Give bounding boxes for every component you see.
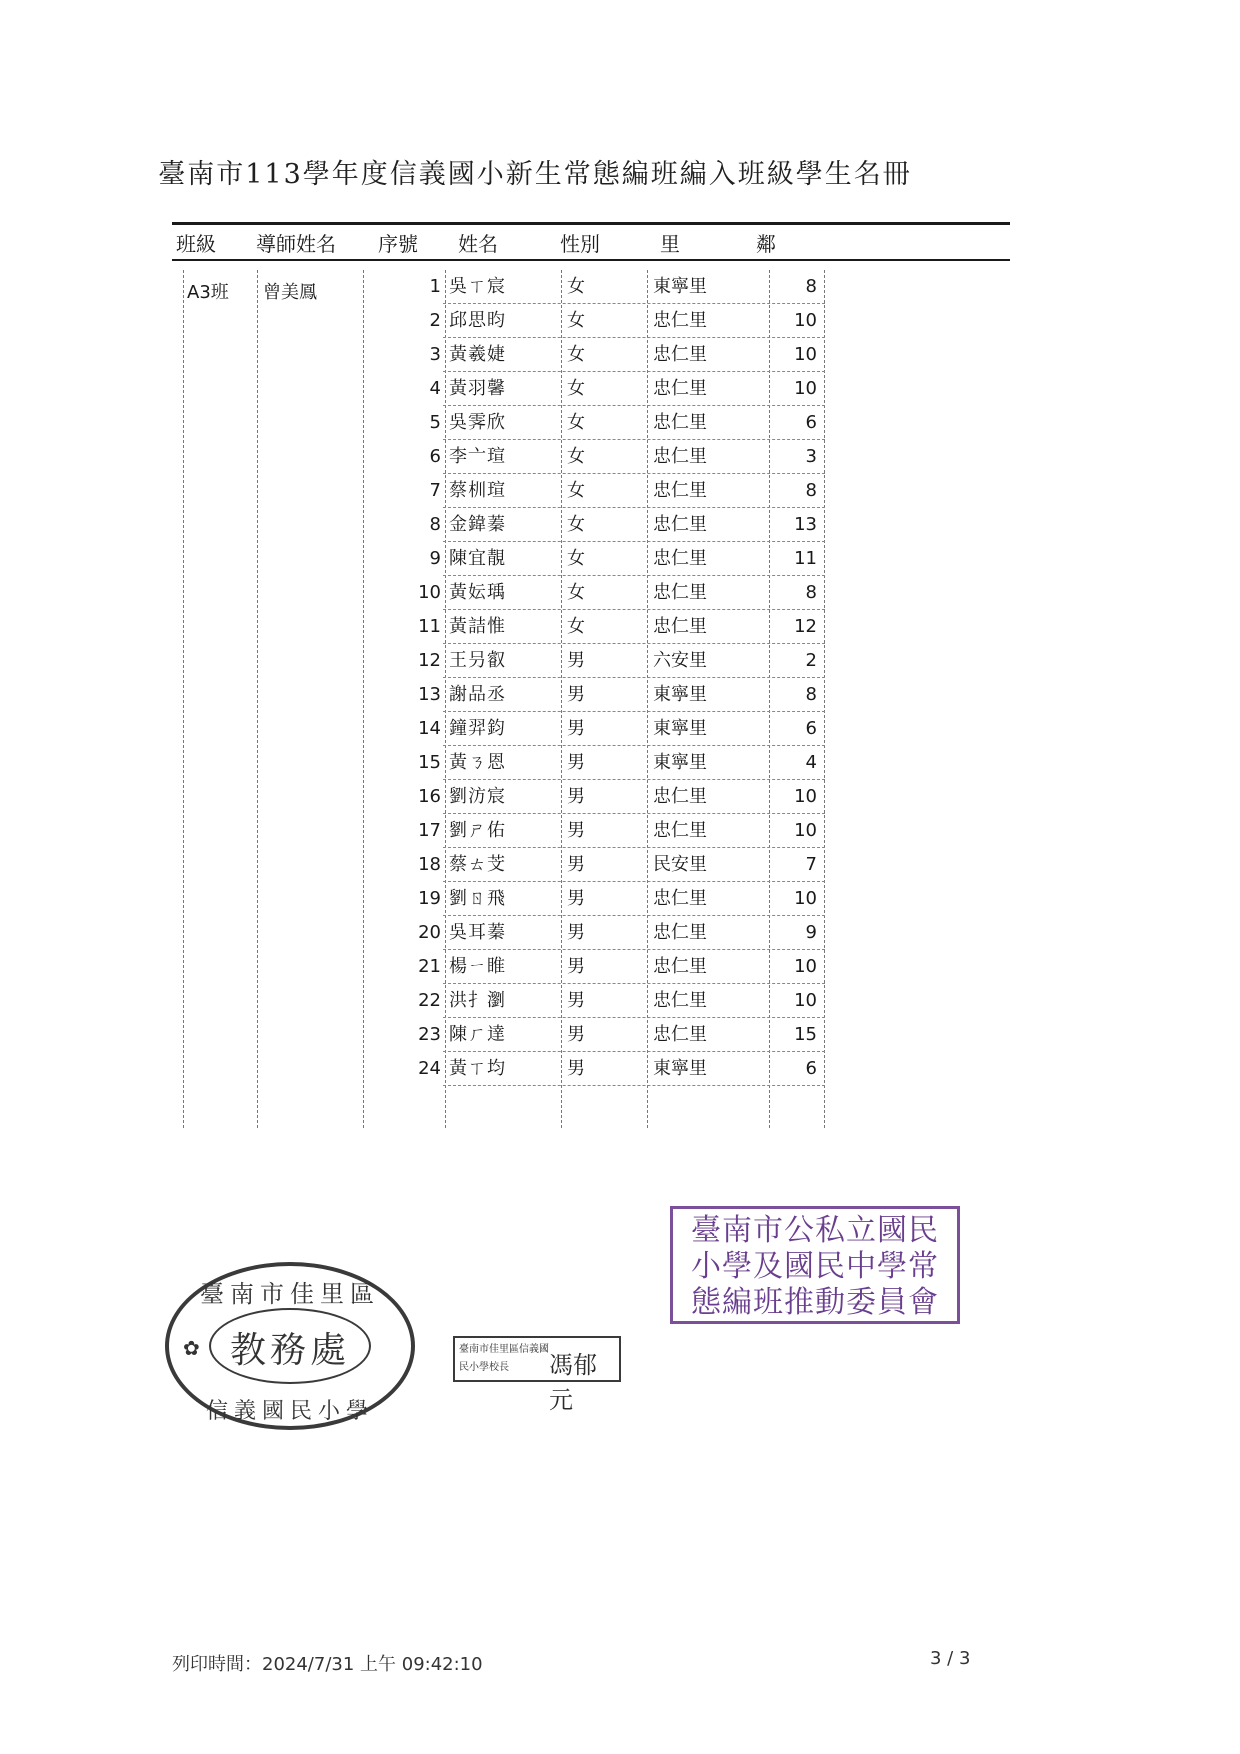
- row-gender: 女: [567, 514, 585, 535]
- principal-stamp: [453, 1336, 621, 1414]
- row-name: 黃羲婕: [449, 344, 506, 365]
- row-name: 陳ㄏ達: [449, 1024, 506, 1045]
- table-row: [183, 406, 825, 440]
- table-row: [183, 814, 825, 848]
- row-lin: 10: [794, 820, 817, 841]
- row-li: 東寧里: [653, 276, 707, 297]
- row-name: 黃妘瑀: [449, 582, 506, 603]
- row-seq: 6: [429, 446, 441, 467]
- row-seq: 16: [418, 786, 441, 807]
- row-name: 蔡ㄊ芠: [449, 854, 506, 875]
- principal-name: 馮郁元: [549, 1351, 597, 1414]
- row-seq: 18: [418, 854, 441, 875]
- row-seq: 17: [418, 820, 441, 841]
- principal-title: 臺南市佳里區信義國民小學校長: [459, 1344, 549, 1373]
- table-row: [183, 610, 825, 644]
- row-li: 忠仁里: [653, 548, 707, 569]
- row-li: 忠仁里: [653, 310, 707, 331]
- seal-round-top-text: 臺南市佳里區: [200, 1280, 380, 1308]
- row-lin: 2: [805, 650, 817, 671]
- row-lin: 3: [805, 446, 817, 467]
- row-lin: 4: [805, 752, 817, 773]
- row-lin: 7: [805, 854, 817, 875]
- row-gender: 男: [567, 854, 585, 875]
- row-li: 忠仁里: [653, 956, 707, 977]
- teacher-name: 曾美鳳: [263, 282, 317, 303]
- table-row: [183, 1052, 825, 1086]
- row-lin: 6: [805, 1058, 817, 1079]
- committee-seal-line: 臺南市公私立國民: [691, 1213, 939, 1248]
- row-gender: 男: [567, 990, 585, 1011]
- row-name: 劉ㄖ飛: [449, 888, 506, 909]
- row-name: 蔡杊瑄: [449, 480, 506, 501]
- row-gender: 男: [567, 1058, 585, 1079]
- header-teacher: 導師姓名: [256, 232, 336, 256]
- empty-row: [183, 1086, 825, 1120]
- row-li: 忠仁里: [653, 786, 707, 807]
- header-class: 班級: [176, 232, 216, 256]
- row-seq: 9: [429, 548, 441, 569]
- row-name: 金鍏蓁: [449, 514, 506, 535]
- row-gender: 男: [567, 922, 585, 943]
- row-li: 忠仁里: [653, 378, 707, 399]
- row-gender: 女: [567, 276, 585, 297]
- row-seq: 15: [418, 752, 441, 773]
- row-seq: 22: [418, 990, 441, 1011]
- row-gender: 女: [567, 378, 585, 399]
- row-seq: 1: [429, 276, 441, 297]
- row-lin: 10: [794, 344, 817, 365]
- row-gender: 女: [567, 616, 585, 637]
- seal-round-bottom-text: 信義國民小學: [205, 1399, 374, 1424]
- row-li: 忠仁里: [653, 344, 707, 365]
- row-lin: 10: [794, 888, 817, 909]
- row-gender: 女: [567, 310, 585, 331]
- academic-affairs-seal: [165, 1262, 415, 1430]
- row-seq: 11: [418, 616, 441, 637]
- row-name: 黃ㄒ均: [449, 1058, 506, 1079]
- table-row: [183, 644, 825, 678]
- row-li: 忠仁里: [653, 888, 707, 909]
- row-lin: 10: [794, 990, 817, 1011]
- row-seq: 14: [418, 718, 441, 739]
- header-seq: 序號: [378, 232, 418, 256]
- row-lin: 8: [805, 276, 817, 297]
- row-lin: 8: [805, 684, 817, 705]
- table-row: [183, 372, 825, 406]
- row-li: 民安里: [653, 854, 707, 875]
- row-seq: 4: [429, 378, 441, 399]
- row-gender: 男: [567, 650, 585, 671]
- row-seq: 23: [418, 1024, 441, 1045]
- row-li: 忠仁里: [653, 446, 707, 467]
- row-lin: 9: [805, 922, 817, 943]
- seal-round-main-text: 教務處: [229, 1330, 350, 1371]
- row-li: 忠仁里: [653, 1024, 707, 1045]
- row-li: 忠仁里: [653, 922, 707, 943]
- committee-seal: [670, 1206, 960, 1324]
- table-row: [183, 440, 825, 474]
- row-gender: 女: [567, 582, 585, 603]
- row-name: 黃ㄋ恩: [449, 752, 506, 773]
- table-row: [183, 576, 825, 610]
- row-li: 忠仁里: [653, 990, 707, 1011]
- row-li: 東寧里: [653, 1058, 707, 1079]
- table-row: [183, 542, 825, 576]
- row-seq: 19: [418, 888, 441, 909]
- row-name: 李亠瑄: [449, 446, 506, 467]
- row-name: 鐘羿鈞: [449, 718, 506, 739]
- row-li: 忠仁里: [653, 820, 707, 841]
- table-row: [183, 712, 825, 746]
- row-gender: 女: [567, 548, 585, 569]
- row-lin: 10: [794, 786, 817, 807]
- table-row: [183, 270, 825, 304]
- document-title: 臺南市113學年度信義國小新生常態編班編入班級學生名冊: [158, 159, 912, 190]
- row-lin: 13: [794, 514, 817, 535]
- row-name: 劉ㄕ佑: [449, 820, 506, 841]
- row-name: 吳霁欣: [449, 412, 506, 433]
- row-lin: 8: [805, 480, 817, 501]
- row-seq: 2: [429, 310, 441, 331]
- row-lin: 10: [794, 378, 817, 399]
- row-seq: 20: [418, 922, 441, 943]
- row-name: 陳宜靚: [449, 548, 506, 569]
- table-row: [183, 950, 825, 984]
- committee-seal-line: 小學及國民中學常: [691, 1249, 939, 1284]
- row-lin: 15: [794, 1024, 817, 1045]
- row-seq: 24: [418, 1058, 441, 1079]
- row-gender: 男: [567, 718, 585, 739]
- row-lin: 12: [794, 616, 817, 637]
- row-lin: 6: [805, 718, 817, 739]
- header-name: 姓名: [458, 232, 498, 256]
- row-gender: 女: [567, 412, 585, 433]
- row-seq: 10: [418, 582, 441, 603]
- row-name: 吳ㄒ宸: [449, 276, 506, 297]
- row-name: 黃詰惟: [449, 616, 506, 637]
- row-gender: 女: [567, 344, 585, 365]
- row-gender: 男: [567, 752, 585, 773]
- row-seq: 7: [429, 480, 441, 501]
- row-name: 楊ㄧ睢: [449, 956, 506, 977]
- row-gender: 男: [567, 888, 585, 909]
- row-li: 東寧里: [653, 752, 707, 773]
- header-top-rule: [172, 222, 1010, 225]
- table-row: [183, 678, 825, 712]
- row-seq: 8: [429, 514, 441, 535]
- row-name: 劉汸宸: [449, 786, 506, 807]
- row-lin: 10: [794, 310, 817, 331]
- row-li: 忠仁里: [653, 480, 707, 501]
- row-lin: 6: [805, 412, 817, 433]
- student-table: [183, 270, 825, 1128]
- row-gender: 男: [567, 1024, 585, 1045]
- row-gender: 男: [567, 684, 585, 705]
- print-time: 列印時間：2024/7/31 上午 09:42:10: [172, 1654, 483, 1675]
- plum-blossom-icon: ✿: [183, 1336, 200, 1360]
- row-li: 東寧里: [653, 684, 707, 705]
- page-number: 3 / 3: [930, 1648, 971, 1669]
- row-li: 忠仁里: [653, 412, 707, 433]
- row-li: 忠仁里: [653, 514, 707, 535]
- row-name: 吳耳蓁: [449, 922, 506, 943]
- row-name: 謝品丞: [449, 684, 506, 705]
- row-name: 洪扌瀏: [449, 990, 506, 1011]
- table-row: [183, 916, 825, 950]
- row-li: 東寧里: [653, 718, 707, 739]
- table-row: [183, 780, 825, 814]
- class-name: A3班: [187, 282, 229, 303]
- table-row: [183, 508, 825, 542]
- row-name: 黃羽馨: [449, 378, 506, 399]
- header-lin: 鄰: [756, 232, 776, 256]
- table-row: [183, 1018, 825, 1052]
- row-gender: 女: [567, 446, 585, 467]
- row-gender: 男: [567, 956, 585, 977]
- table-row: [183, 746, 825, 780]
- row-lin: 10: [794, 956, 817, 977]
- row-lin: 11: [794, 548, 817, 569]
- table-row: [183, 984, 825, 1018]
- header-li: 里: [660, 232, 680, 256]
- header-gender: 性別: [560, 232, 600, 256]
- row-gender: 男: [567, 820, 585, 841]
- row-gender: 男: [567, 786, 585, 807]
- header-bottom-rule: [172, 259, 1010, 261]
- table-row: [183, 848, 825, 882]
- row-seq: 3: [429, 344, 441, 365]
- row-li: 忠仁里: [653, 582, 707, 603]
- table-row: [183, 304, 825, 338]
- table-row: [183, 474, 825, 508]
- row-seq: 5: [429, 412, 441, 433]
- row-name: 邱思昀: [449, 310, 506, 331]
- row-li: 忠仁里: [653, 616, 707, 637]
- row-li: 六安里: [653, 650, 707, 671]
- committee-seal-line: 態編班推動委員會: [691, 1285, 939, 1320]
- table-row: [183, 882, 825, 916]
- row-seq: 21: [418, 956, 441, 977]
- row-name: 王叧叡: [449, 650, 506, 671]
- table-row: [183, 338, 825, 372]
- row-gender: 女: [567, 480, 585, 501]
- row-seq: 13: [418, 684, 441, 705]
- row-lin: 8: [805, 582, 817, 603]
- row-seq: 12: [418, 650, 441, 671]
